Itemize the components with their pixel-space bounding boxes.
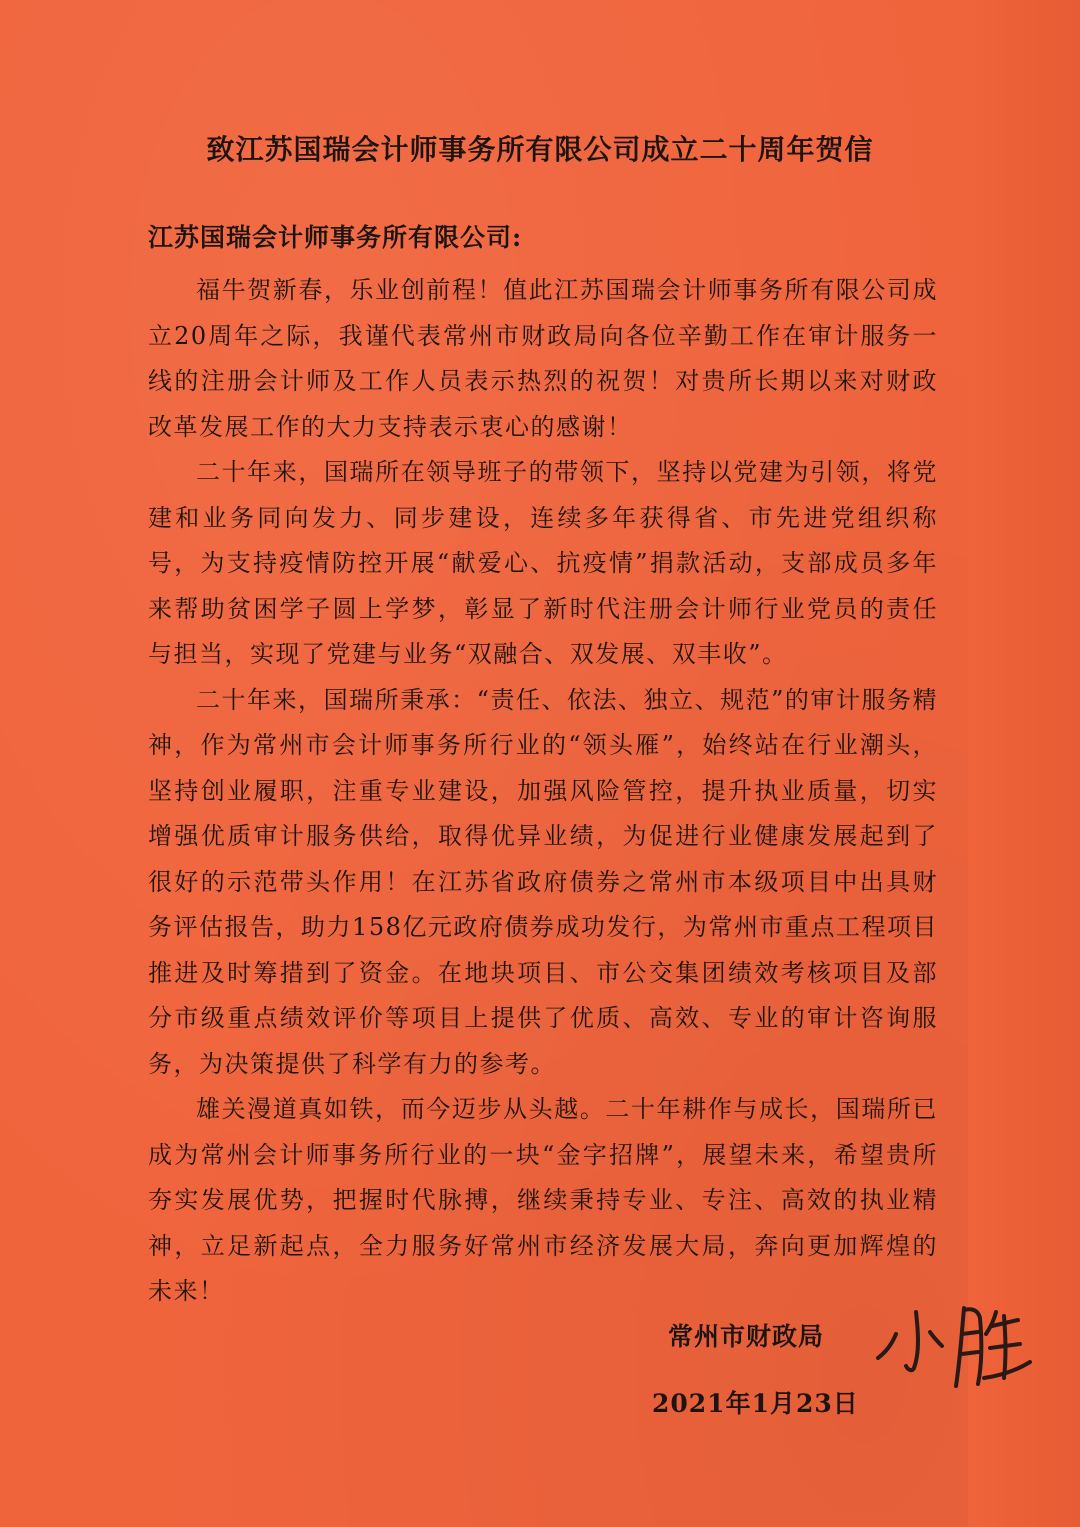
letter-paragraph: 二十年来，国瑞所秉承：“责任、依法、独立、规范”的审计服务精神，作为常州市会计师事务所行业的“领头雁”，始终站在行业潮头，坚持创业履职，注重专业建设，加强风险管控，提升执业质量，切实增强优质审计服务供给，取得优异业绩，为促进行业健康发展起到了很好的示范带头作用！在江苏省政府债券之常州市本级项目中出具财务评估报告，助力158亿元政府债券成功发行，为常州市重点工程项目推进及时筹措到了资金。在地块项目、市公交集团绩效考核项目及部分市级重点绩效评价等项目上提供了优质、高效、专业的审计咨询服务，为决策提供了科学有力的参考。 — [148, 685, 938, 1078]
letter-title: 致江苏国瑞会计师事务所有限公司成立二十周年贺信 — [206, 133, 874, 166]
letter-paragraph: 二十年来，国瑞所在领导班子的带领下，坚持以党建为引领，将党建和业务同向发力、同步建设，连续多年获得省、市先进党组织称号，为支持疫情防控开展“献爱心、抗疫情”捐款活动，支部成员多年来帮助贫困学子圆上学梦，彰显了新时代注册会计师行业党员的责任与担当，实现了党建与业务“双融合、双发展、双丰收”。 — [148, 458, 938, 668]
handwritten-signature — [868, 1290, 1038, 1400]
letter-date: 2021年1月23日 — [652, 1389, 859, 1418]
letter-paragraph: 福牛贺新春，乐业创前程！值此江苏国瑞会计师事务所有限公司成立20周年之际，我谨代表常州市财政局向各位辛勤工作在审计服务一线的注册会计师及工作人员表示热烈的祝贺！对贵所长期以来对财政改革发展工作的大力支持表示衷心的感谢！ — [148, 276, 938, 441]
letter-sender: 常州市财政局 — [668, 1322, 825, 1351]
letter-body — [148, 268, 938, 1315]
letter-salutation: 江苏国瑞会计师事务所有限公司: — [148, 223, 523, 252]
letter-paragraph: 雄关漫道真如铁，而今迈步从头越。二十年耕作与成长，国瑞所已成为常州会计师事务所行业的一块“金字招牌”，展望未来，希望贵所夯实发展优势，把握时代脉搏，继续秉持专业、专注、高效的执业精神，立足新起点，全力服务好常州市经济发展大局，奔向更加辉煌的未来！ — [148, 1095, 938, 1305]
